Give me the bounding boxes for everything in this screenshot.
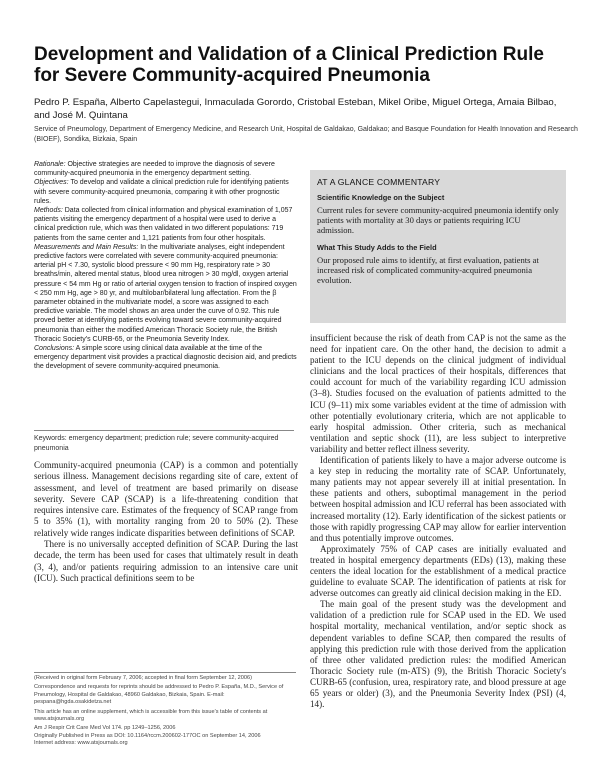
body-paragraph: Identification of patients likely to have a major adverse outcome is a key step in reducing the mortality rate of SCAP. Unfortunately, many patients may not appear severely ill at initial presentation. In these patients and others, suboptimal management in the period between hospital admission and ICU referral has been associated with increased mortality (12). Early identification of the sickest patients or those with rapidly progressing CAP may allow for earlier intervention and thus potentially improve outcomes.	[310, 455, 566, 543]
abstract	[34, 160, 298, 372]
abstract-label: Rationale:	[34, 161, 66, 168]
abstract-methods: Methods: Data collected from clinical information and physical examination of 1,057 patients visiting the emergency department of a hospital were used to derive a clinical prediction rule, which was then validated in two different populations: 719 patients from the same center and 1,121 patients from four other hospitals.	[34, 207, 293, 242]
glance-subheading: Scientific Knowledge on the Subject	[317, 193, 445, 202]
author-list: Pedro P. España, Alberto Capelastegui, Inmaculada Gorordo, Cristobal Esteban, Mikel Oribe, Miguel Ortega, Amaia Bilbao, and José M. Quintana	[34, 97, 557, 121]
keywords-label: Keywords:	[34, 435, 67, 442]
glance-heading: AT A GLANCE COMMENTARY	[317, 177, 441, 187]
keywords	[34, 430, 294, 453]
abstract-label: Objectives:	[34, 179, 69, 187]
supplement-note: This article has an online supplement, which is accessible from this issue's table of contents at www.atsjournals.org	[34, 708, 268, 723]
body-paragraph: insufficient because the risk of death from CAP is not the same as the need for inpatient care. On the other hand, the decision to admit a patient to the ICU depends on the clinical judgment of individual clinicians and the local practices of their hospitals, differences that could account for much of the variability regarding ICU admission (3–8). Studies focused on the evaluation of patients admitted to the ICU (9–11) mix some variables evident at the time of admission with other potentially evolutionary criteria, which are not applicable to early hospital admission. Other criteria, such as mechanical ventilation and septic shock (11), are less subject to interpretive variability and better reflect illness severity.	[310, 333, 566, 454]
glance-text: Current rules for severe community-acquired pneumonia identify only patients with mortality at 30 days or patients requiring ICU admission.	[317, 205, 559, 235]
footnotes	[34, 672, 296, 748]
article-title: Development and Validation of a Clinical Prediction Rule for Severe Community-acquired Pneumonia	[34, 44, 544, 86]
body-right-column	[310, 333, 566, 710]
keywords-text: emergency department; prediction rule; severe community-acquired pneumonia	[34, 435, 279, 452]
glance-text: Our proposed rule aims to identify, at first evaluation, patients at increased risk of complicated community-acquired pneumonia evolution.	[317, 255, 539, 285]
citation-note: Am J Respir Crit Care Med Vol 174. pp 1249–1256, 2006 Originally Published in Press as DOI: 10.1164/rccm.200602-177OC on September 14, 2006 Internet address: www.atsjournals.org	[34, 725, 261, 747]
abstract-label: Methods:	[34, 207, 63, 215]
affiliation: Service of Pneumology, Department of Emergency Medicine, and Research Unit, Hospital de Galdakao, Galdakao; and Basque Foundation for Health Innovation and Research (BIOEF), Sondika, Bizkaia, Spain	[34, 126, 578, 143]
at-a-glance-box	[310, 170, 566, 323]
abstract-label: Conclusions:	[34, 345, 75, 353]
abstract-objectives: Objectives: To develop and validate a clinical prediction rule for identifying patients with severe community-acquired pneumonia, comparing it with other prognostic rules.	[34, 179, 289, 205]
body-paragraph: Approximately 75% of CAP cases are initially evaluated and treated in hospital emergency departments (EDs) (13), making these centers the ideal location for the establishment of a medical practice guideline to evaluate SCAP. The identification of patients at risk for adverse outcomes can greatly aid clinical decision making in the ED.	[310, 543, 566, 599]
body-paragraph: The main goal of the present study was the development and validation of a prediction rule for SCAP used in the ED. We used hospital mortality, mechanical ventilation, and/or septic shock as dependent variables to define SCAP, then compared the results of applying this prediction rule with those derived from the application of three other validated prediction rules: the modified American Thoracic Society rule (m-ATS) (9), the British Thoracic Society's CURB-65 (confusion, urea, respiratory rate, and blood pressure at age 65 years or older) (3), and the Pneumonia Severity Index (PSI) (4, 14).	[310, 599, 566, 710]
abstract-measurements: Measurements and Main Results: In the multivariate analyses, eight independent predictive factors were correlated with severe community-acquired pneumonia: arterial pH < 7.30, systolic blood pressure < 90 mm Hg, respiratory rate > 30 breaths/min, altered mental status, blood urea nitrogen > 30 mg/dl, oxygen arterial pressure < 54 mm Hg or ratio of arterial oxygen tension to fraction of inspired oxygen < 250 mm Hg, age > 80 yr, and multilobar/bilateral lung affectation. From the β parameter obtained in the multivariate model, a score was assigned to each predictive variable. The model shows an area under the curve of 0.92. This rule proved better at identifying patients evolving toward severe community-acquired pneumonia than either the modified American Thoracic Society rule, the British Thoracic Society's CURB-65, or the Pneumonia Severity Index.	[34, 243, 297, 343]
received-note: (Received in original form February 7, 2006; accepted in final form September 12, 2006)	[34, 675, 252, 681]
abstract-conclusions: Conclusions: A simple score using clinical data available at the time of the emergency department visit provides a practical diagnostic decision aid, and predicts the development of severe community-acquired pneumonia.	[34, 345, 297, 371]
body-left-column	[34, 460, 298, 584]
abstract-label: Measurements and Main Results:	[34, 243, 139, 251]
body-paragraph: There is no universally accepted definition of SCAP. During the last decade, the term has been used for cases that ultimately result in death (3, 4), and/or patients requiring admission to an intensive care unit (ICU). Such practical definitions seem to be	[34, 539, 298, 583]
correspondence-note: Correspondence and requests for reprints should be addressed to Pedro P. España, M.D., Service of Pneumology, Hospital de Galdakao, 48960 Galdakao, Bizkaia, Spain. E-mail: pespana@hgda.osakidetza.net	[34, 684, 284, 706]
body-paragraph: Community-acquired pneumonia (CAP) is a common and potentially serious illness. Management decisions regarding site of care, extent of assessment, and level of treatment are based primarily on disease severity. Severe CAP (SCAP) is a life-threatening condition that requires intensive care. Estimates of the frequency of SCAP range from 5 to 35% (1), with mortality ranging from 20 to 50% (2). These relatively wide ranges indicate disparities between definitions of SCAP.	[34, 460, 298, 538]
glance-subheading: What This Study Adds to the Field	[317, 243, 437, 252]
abstract-rationale: Rationale: Objective strategies are needed to improve the diagnosis of severe community-acquired pneumonia in the emergency department setting.	[34, 161, 275, 178]
